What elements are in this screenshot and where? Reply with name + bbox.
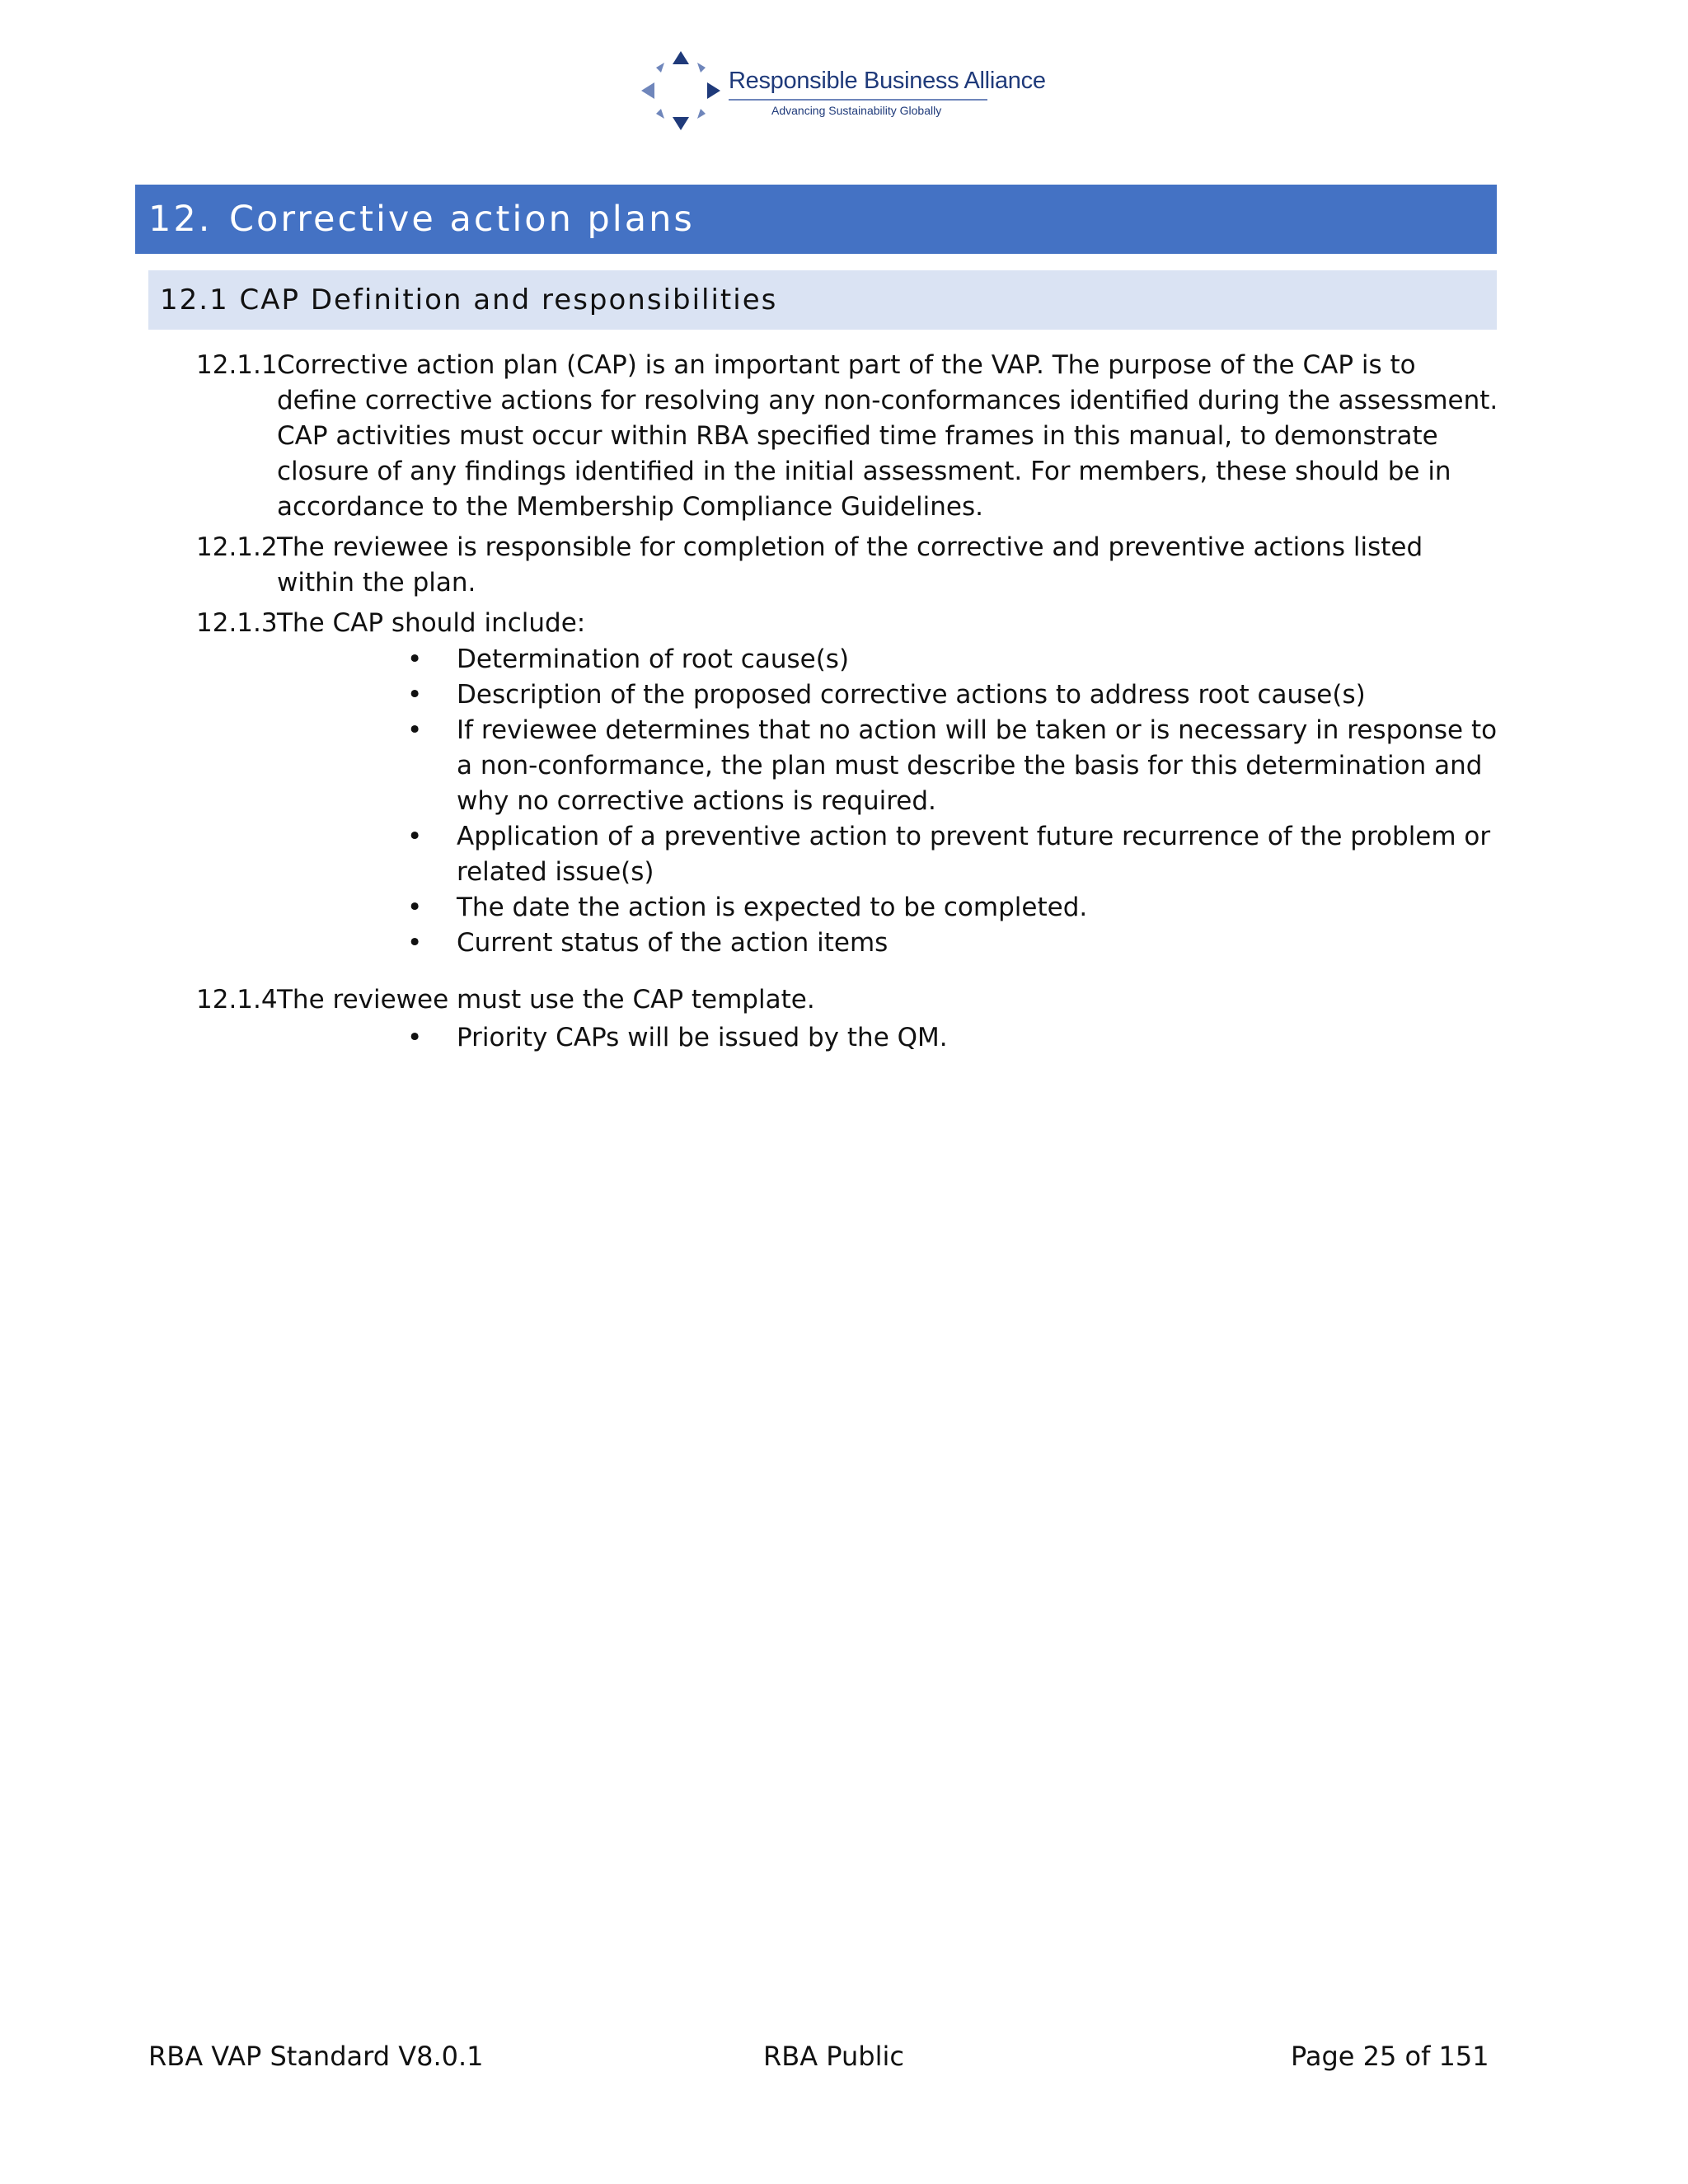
bullet-icon: •	[407, 644, 423, 674]
list-item-text: If reviewee determines that no action will be taken or is necessary in response to a non-conformance, the plan must describe the basis for this determination and why no corrective actions is required.	[457, 715, 1498, 816]
list-item	[402, 926, 1498, 961]
list-item	[402, 677, 1498, 713]
section-number: 12.	[148, 199, 213, 240]
paragraph-number: 12.1.4	[196, 985, 278, 1015]
list-item-text: The date the action is expected to be completed.	[457, 893, 1088, 922]
paragraph-text: Corrective action plan (CAP) is an important part of the VAP. The purpose of the CAP is to define corrective actions for resolving any non-conformances identified during the assessment. CAP activities must occur within RBA specified time frames in this manual, to demonstrate closure of any findings identified in the initial assessment. For members, these should be in accordance to the Membership Compliance Guidelines.	[277, 350, 1498, 522]
list-item	[402, 890, 1498, 926]
bullet-icon: •	[407, 680, 423, 710]
bullet-icon: •	[407, 1023, 423, 1052]
paragraph-12-1-3	[196, 606, 1498, 641]
paragraph-text: The reviewee must use the CAP template.	[277, 985, 815, 1015]
list-item-text: Current status of the action items	[457, 928, 889, 958]
subsection-heading: 12.1 CAP Definition and responsibilities	[148, 270, 1497, 330]
paragraph-12-1-2	[196, 530, 1498, 601]
section-title: Corrective action plans	[229, 199, 695, 240]
list-item	[402, 713, 1498, 819]
list-item-text: Description of the proposed corrective actions to address root cause(s)	[457, 680, 1366, 710]
list-item	[402, 1020, 1498, 1056]
bullet-icon: •	[407, 893, 423, 922]
paragraph-text: The reviewee is responsible for completion of the corrective and preventive actions listed within the plan.	[277, 532, 1423, 598]
list-item-text: Priority CAPs will be issued by the QM.	[457, 1023, 948, 1052]
logo-name: Responsible Business Alliance	[729, 68, 1046, 94]
paragraph-text: The CAP should include:	[277, 608, 586, 638]
bullet-icon: •	[407, 715, 423, 745]
footer-classification: RBA Public	[763, 2041, 904, 2072]
compass-logo-icon	[640, 49, 722, 132]
bullet-icon: •	[407, 822, 423, 851]
paragraph-number: 12.1.2	[196, 532, 278, 562]
logo-divider	[729, 99, 987, 101]
cap-template-list	[402, 1020, 1498, 1056]
paragraph-number: 12.1.3	[196, 608, 278, 638]
paragraph-number: 12.1.1	[196, 350, 278, 380]
logo-tagline: Advancing Sustainability Globally	[771, 104, 942, 117]
cap-include-list	[402, 642, 1498, 961]
rba-logo	[640, 49, 1046, 132]
footer-page-number: Page 25 of 151	[1291, 2041, 1489, 2072]
list-item	[402, 819, 1498, 890]
footer-document-title: RBA VAP Standard V8.0.1	[148, 2041, 484, 2072]
section-heading	[135, 185, 1497, 254]
list-item-text: Application of a preventive action to prevent future recurrence of the problem or related issue(s)	[457, 822, 1491, 887]
paragraph-12-1-4	[196, 982, 1498, 1018]
bullet-icon: •	[407, 928, 423, 958]
list-item	[402, 642, 1498, 677]
list-item-text: Determination of root cause(s)	[457, 644, 850, 674]
paragraph-12-1-1	[196, 348, 1498, 525]
